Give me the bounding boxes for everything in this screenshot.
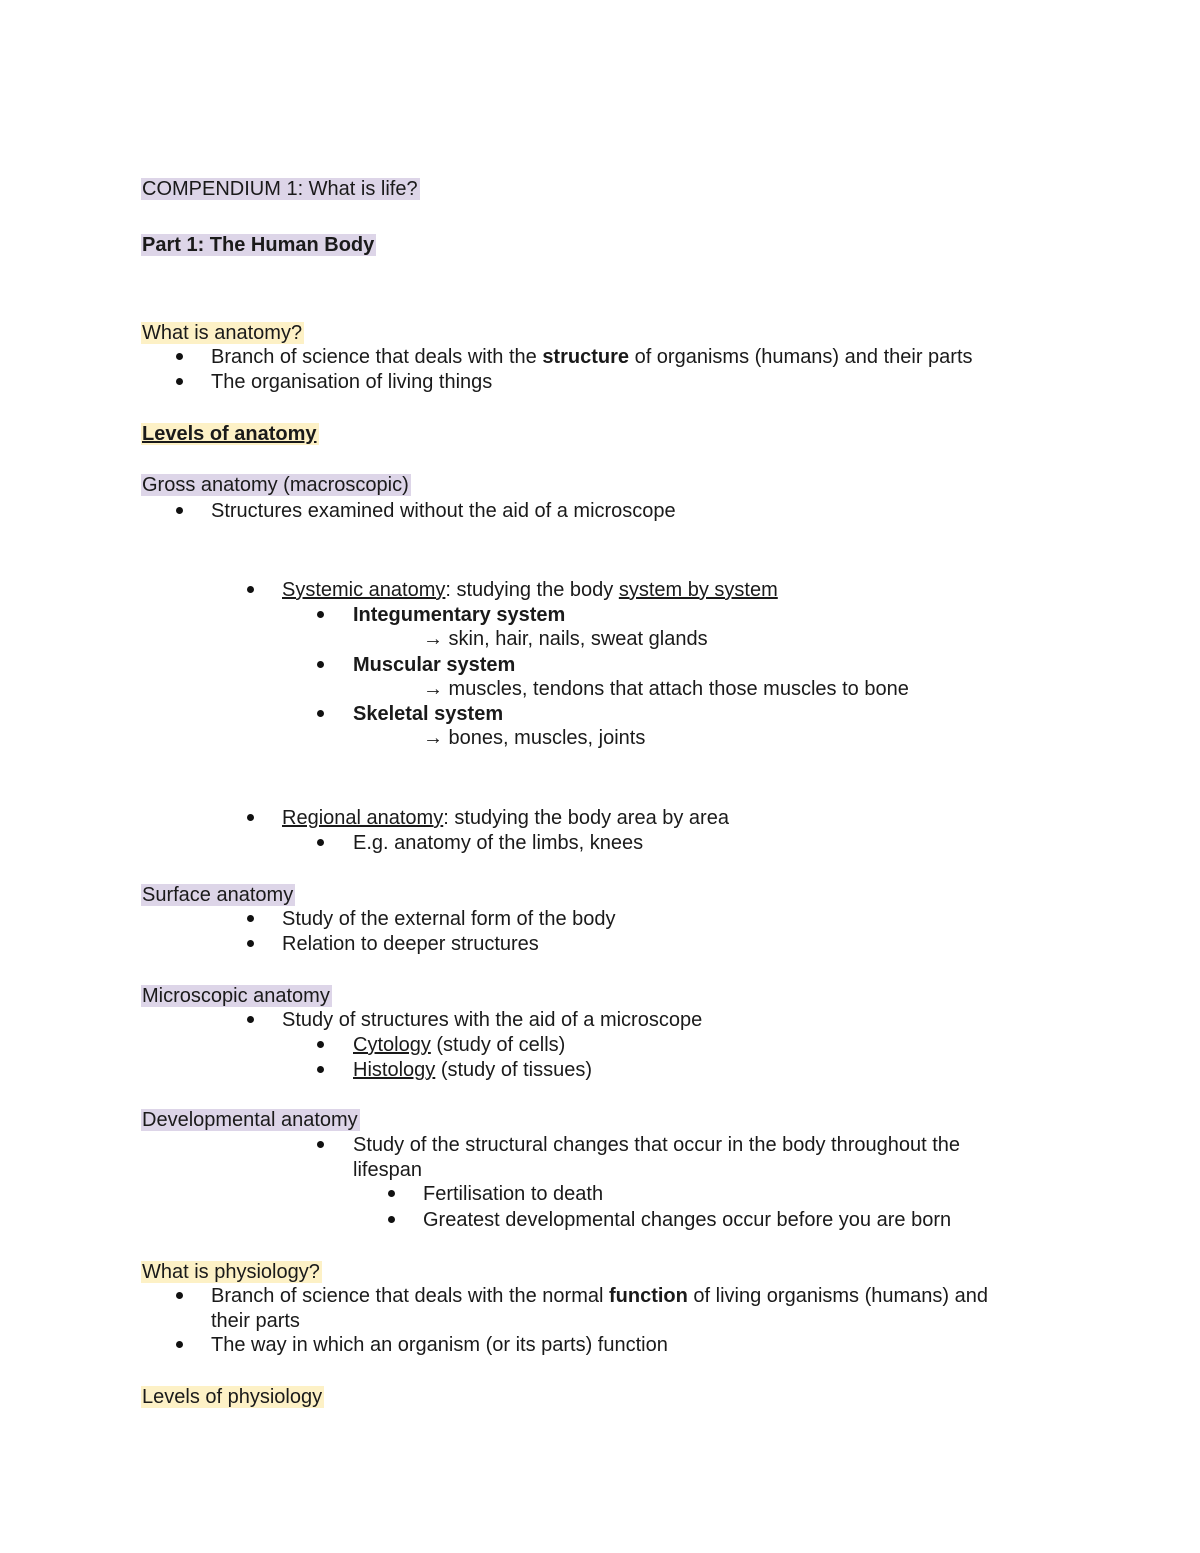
bullet-icon — [317, 1033, 324, 1057]
list-item — [282, 806, 729, 830]
anatomy-def-pre: Branch of science that deals with the — [211, 346, 543, 368]
list-item: Study of structures with the aid of a microscope — [282, 1009, 703, 1031]
bullet-icon — [388, 1182, 395, 1206]
physiology-heading — [141, 1260, 322, 1284]
list-item: Greatest developmental changes occur before you are born — [423, 1209, 952, 1231]
list-item — [211, 345, 973, 369]
list-item: Study of the structural changes that occur in the body throughout the — [353, 1134, 961, 1156]
document-title-text: COMPENDIUM 1: What is life? — [142, 178, 418, 200]
list-item: Muscular system — [353, 654, 516, 676]
histology-term: Histology — [353, 1059, 436, 1081]
developmental-anatomy-heading — [141, 1108, 360, 1132]
bullet-icon — [317, 603, 324, 627]
systemic-term: Systemic anatomy — [282, 579, 446, 601]
bullet-icon — [176, 499, 183, 523]
list-item: Study of the external form of the body — [282, 908, 616, 930]
physiology-def-bold: function — [609, 1285, 688, 1307]
histology-rest: (study of tissues) — [435, 1059, 592, 1081]
bullet-icon — [317, 702, 324, 726]
document-title — [141, 177, 420, 201]
list-item-continuation: their parts — [211, 1310, 300, 1332]
bullet-icon — [317, 1133, 324, 1157]
bullet-icon — [317, 831, 324, 855]
physiology-def-post: of living organisms (humans) and — [687, 1285, 989, 1307]
bullet-icon — [247, 907, 254, 931]
bullet-icon — [247, 932, 254, 956]
list-item: Relation to deeper structures — [282, 933, 539, 955]
systemic-term-2: system by system — [618, 579, 778, 601]
bullet-icon — [176, 370, 183, 394]
list-item — [211, 1284, 988, 1308]
anatomy-def-post: of organisms (humans) and their parts — [629, 346, 973, 368]
list-item-continuation: lifespan — [353, 1159, 422, 1181]
surface-anatomy-heading — [141, 883, 295, 907]
levels-anatomy-heading — [141, 422, 319, 446]
list-item: The organisation of living things — [211, 371, 493, 393]
microscopic-anatomy-heading — [141, 984, 332, 1008]
anatomy-def-bold: structure — [542, 346, 630, 368]
bullet-icon — [176, 345, 183, 369]
developmental-anatomy-heading-text: Developmental anatomy — [142, 1109, 358, 1131]
microscopic-anatomy-heading-text: Microscopic anatomy — [142, 985, 330, 1007]
list-item-detail: → muscles, tendons that attach those muscles to bone — [423, 678, 909, 700]
list-item: The way in which an organism (or its parts) function — [211, 1334, 668, 1356]
list-item: Skeletal system — [353, 703, 504, 725]
list-item: Integumentary system — [353, 604, 566, 626]
regional-term: Regional anatomy — [282, 807, 444, 829]
list-item-detail: → bones, muscles, joints — [423, 727, 646, 749]
levels-anatomy-heading-text: Levels of anatomy — [142, 423, 317, 445]
bullet-icon — [247, 578, 254, 602]
cytology-term: Cytology — [353, 1034, 431, 1056]
list-item: E.g. anatomy of the limbs, knees — [353, 832, 644, 854]
part-heading — [141, 233, 376, 257]
systemic-mid: : studying the body — [445, 579, 619, 601]
bullet-icon — [317, 1058, 324, 1082]
bullet-icon — [176, 1284, 183, 1308]
anatomy-heading-text: What is anatomy? — [142, 322, 303, 344]
list-item — [353, 1033, 565, 1057]
gross-anatomy-heading-text: Gross anatomy (macroscopic) — [142, 474, 409, 496]
bullet-icon — [388, 1208, 395, 1232]
regional-rest: : studying the body area by area — [443, 807, 729, 829]
surface-anatomy-heading-text: Surface anatomy — [142, 884, 294, 906]
levels-physiology-heading — [141, 1385, 324, 1409]
anatomy-heading — [141, 321, 304, 345]
list-item — [282, 578, 778, 602]
list-item-detail: → skin, hair, nails, sweat glands — [423, 628, 708, 650]
bullet-icon — [247, 806, 254, 830]
bullet-icon — [247, 1008, 254, 1032]
bullet-icon — [317, 653, 324, 677]
list-item: Fertilisation to death — [423, 1183, 604, 1205]
physiology-def-pre: Branch of science that deals with the normal — [211, 1285, 609, 1307]
list-item: Structures examined without the aid of a microscope — [211, 500, 676, 522]
part-heading-text: Part 1: The Human Body — [142, 234, 375, 256]
cytology-rest: (study of cells) — [430, 1034, 566, 1056]
bullet-icon — [176, 1333, 183, 1357]
gross-anatomy-heading — [141, 473, 411, 497]
list-item — [353, 1058, 592, 1082]
levels-physiology-heading-text: Levels of physiology — [142, 1386, 323, 1408]
physiology-heading-text: What is physiology? — [142, 1261, 320, 1283]
